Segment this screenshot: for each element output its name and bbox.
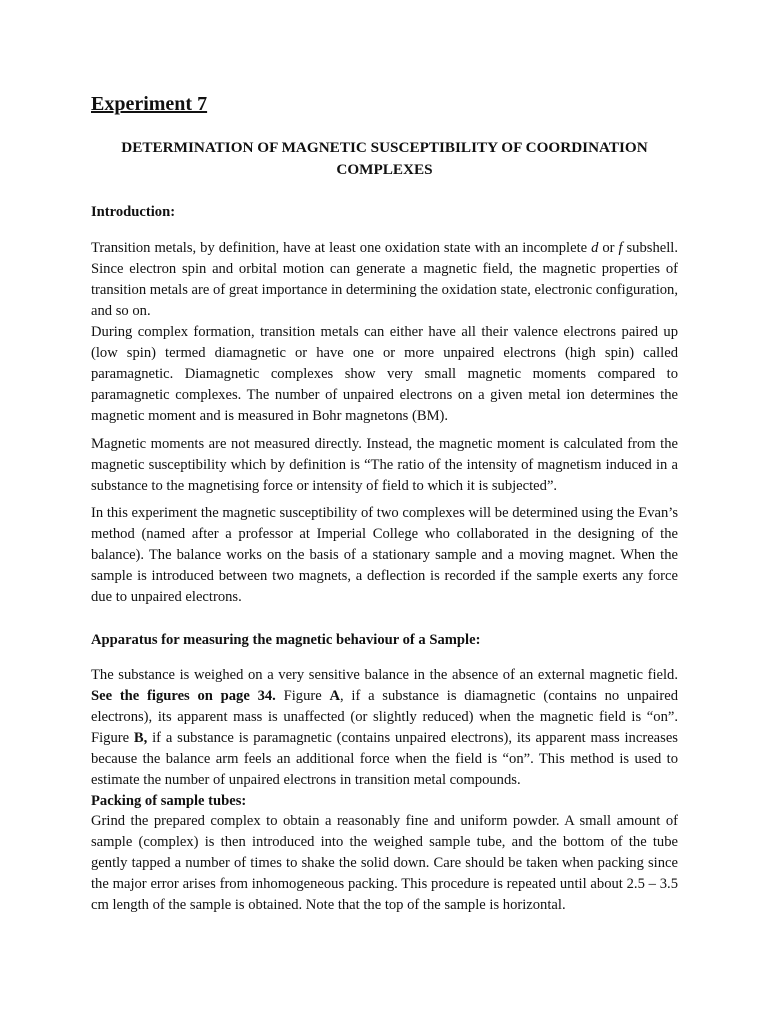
introduction-paragraph-1: [91, 238, 678, 322]
apparatus-text-c: , if a substance is diamagnetic (contains no unpaired electrons), its apparent mass is unaffected (or slightly reduced) when the magnetic field is “on”. Figure: [91, 688, 678, 746]
experiment-title: Experiment 7: [91, 93, 208, 115]
apparatus-text-a: The substance is weighed on a very sensitive balance in the absence of an external magnetic field.: [91, 667, 678, 683]
introduction-paragraph-3: Magnetic moments are not measured directly. Instead, the magnetic moment is calculated from the magnetic susceptibility which by definition is “The ratio of the intensity of magnetism induced in a substance to the magnetising force or intensity of field to which it is subjected”.: [91, 436, 678, 494]
figure-a-label: A: [329, 688, 340, 704]
intro-p1-d-symbol: d: [591, 240, 599, 256]
intro-p1-text-a: Transition metals, by definition, have at least one oxidation state with an incomplete: [91, 240, 592, 256]
apparatus-text-b: Figure: [275, 688, 330, 704]
main-title: DETERMINATION OF MAGNETIC SUSCEPTIBILITY OF COORDINATION COMPLEXES: [121, 139, 648, 178]
see-figures-note: See the figures on page 34.: [91, 688, 276, 704]
intro-p1-or: or: [598, 240, 619, 256]
figure-b-label: B,: [133, 730, 148, 746]
apparatus-paragraph: [91, 665, 678, 791]
introduction-heading: Introduction:: [91, 204, 176, 220]
apparatus-heading: Apparatus for measuring the magnetic behaviour of a Sample:: [91, 632, 481, 648]
introduction-paragraph-4: In this experiment the magnetic susceptibility of two complexes will be determined using the Evan’s method (named after a professor at Imperial College who collaborated in the designing of the balance). The balance works on the basis of a stationary sample and a moving magnet. When the sample is introduced between two magnets, a deflection is recorded if the sample exerts any force due to unpaired electrons.: [91, 505, 678, 605]
intro-p1-text-b: subshell. Since electron spin and orbital motion can generate a magnetic field, the magnetic properties of transition metals are of great importance in determining the oxidation state, electronic configuration, and so on.: [91, 240, 678, 319]
packing-paragraph: Grind the prepared complex to obtain a reasonably fine and uniform powder. A small amount of sample (complex) is then introduced into the weighed sample tube, and the bottom of the tube gently tapped a number of times to shake the solid down. Care should be taken when packing since the major error arises from inhomogeneous packing. This procedure is repeated until about 2.5 – 3.5 cm length of the sample is obtained. Note that the top of the sample is horizontal.: [91, 813, 678, 913]
introduction-paragraph-2: During complex formation, transition metals can either have all their valence electrons paired up (low spin) termed diamagnetic or have one or more unpaired electrons (high spin) called paramagnetic. Diamagnetic complexes show very small magnetic moments compared to paramagnetic complexes. The number of unpaired electrons on a given metal ion determines the magnetic moment and is measured in Bohr magnetons (BM).: [91, 324, 678, 424]
packing-heading: Packing of sample tubes:: [91, 793, 247, 809]
intro-p1-f-symbol: f: [618, 240, 623, 256]
apparatus-text-d: if a substance is paramagnetic (contains unpaired electrons), its apparent mass increases because the balance arm feels an additional force when the field is “on”. This method is used to estimate the number of unpaired electrons in transition metal compounds.: [91, 730, 678, 788]
